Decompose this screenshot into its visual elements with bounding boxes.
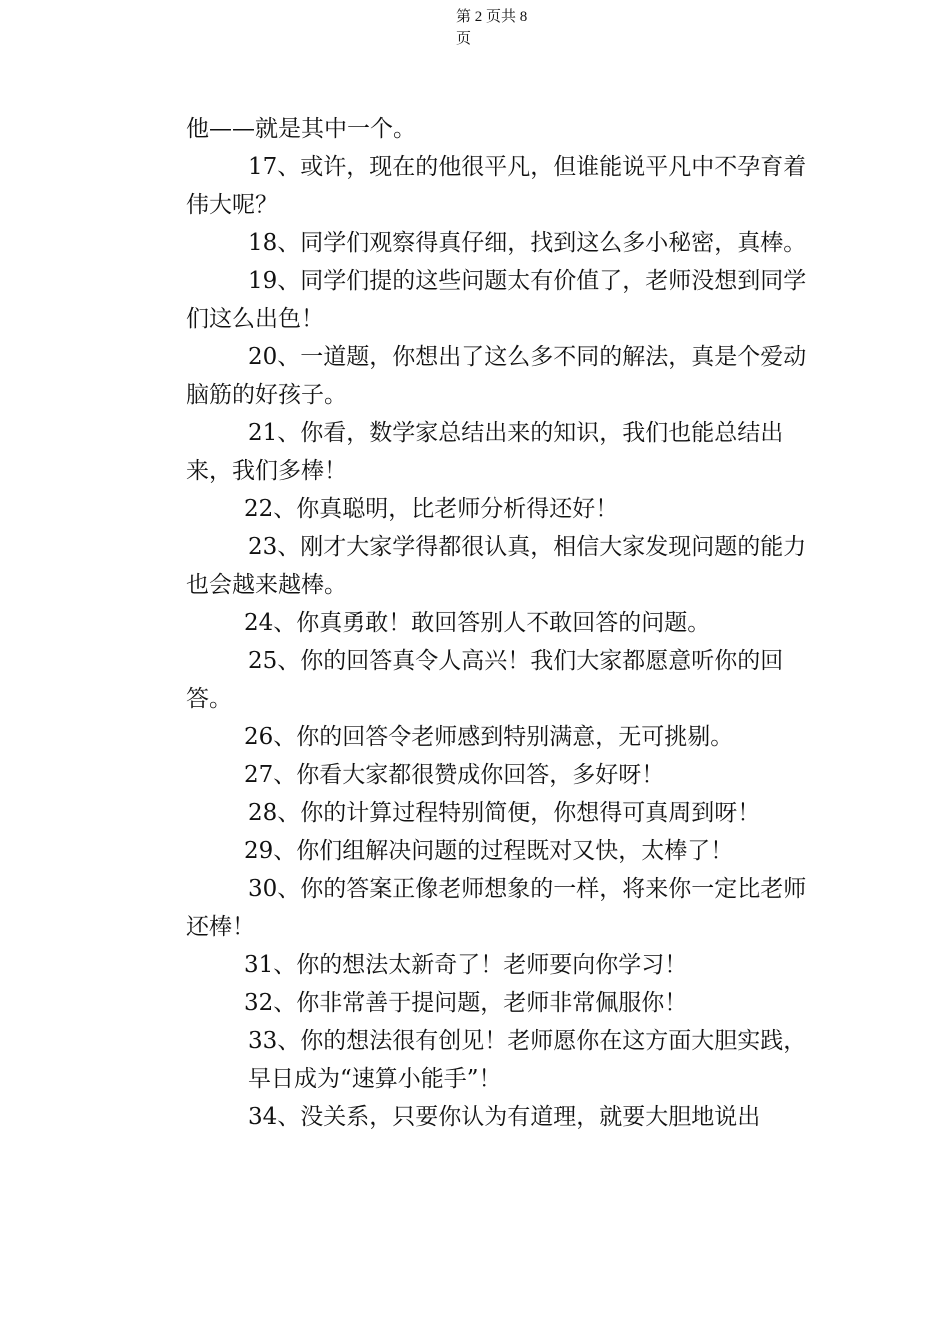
paragraph: 34、没关系，只要你认为有道理，就要大胆地说出	[248, 1104, 761, 1130]
paragraph: 33、你的想法很有创见！老师愿你在这方面大胆实践，早日成为“速算小能手”！	[248, 1028, 807, 1092]
paragraph: 26、你的回答令老师感到特别满意，无可挑剔。	[244, 724, 734, 750]
paragraph: 21、你看，数学家总结出来的知识，我们也能总结出来，我们多棒！	[186, 420, 784, 484]
paragraph: 28、你的计算过程特别简便，你想得可真周到呀！	[248, 800, 761, 826]
paragraph: 20、一道题，你想出了这么多不同的解法，真是个爱动脑筋的好孩子。	[186, 344, 807, 408]
paragraph: 19、同学们提的这些问题太有价值了，老师没想到同学们这么出色！	[186, 268, 807, 332]
paragraph: 23、刚才大家学得都很认真，相信大家发现问题的能力也会越来越棒。	[186, 534, 807, 598]
paragraph: 24、你真勇敢！敢回答别人不敢回答的问题。	[244, 610, 711, 636]
paragraph: 17、或许，现在的他很平凡，但谁能说平凡中不孕育着伟大呢？	[186, 154, 807, 218]
paragraph: 30、你的答案正像老师想象的一样，将来你一定比老师还棒！	[186, 876, 807, 940]
paragraph: 31、你的想法太新奇了！老师要向你学习！	[244, 952, 688, 978]
page-number-line-2: 页	[456, 31, 472, 47]
paragraph: 29、你们组解决问题的过程既对又快，太棒了！	[244, 838, 734, 864]
page-number-header	[456, 6, 546, 50]
page-number-line-1: 第 2 页共 8	[456, 9, 528, 25]
paragraph: 27、你看大家都很赞成你回答，多好呀！	[244, 762, 665, 788]
paragraph: 18、同学们观察得真仔细，找到这么多小秘密，真棒。	[248, 230, 807, 256]
document-body	[186, 110, 814, 1136]
paragraph: 他——就是其中一个。	[186, 116, 416, 142]
paragraph: 32、你非常善于提问题，老师非常佩服你！	[244, 990, 688, 1016]
paragraph: 22、你真聪明，比老师分析得还好！	[244, 496, 619, 522]
paragraph: 25、你的回答真令人高兴！我们大家都愿意听你的回答。	[186, 648, 784, 712]
